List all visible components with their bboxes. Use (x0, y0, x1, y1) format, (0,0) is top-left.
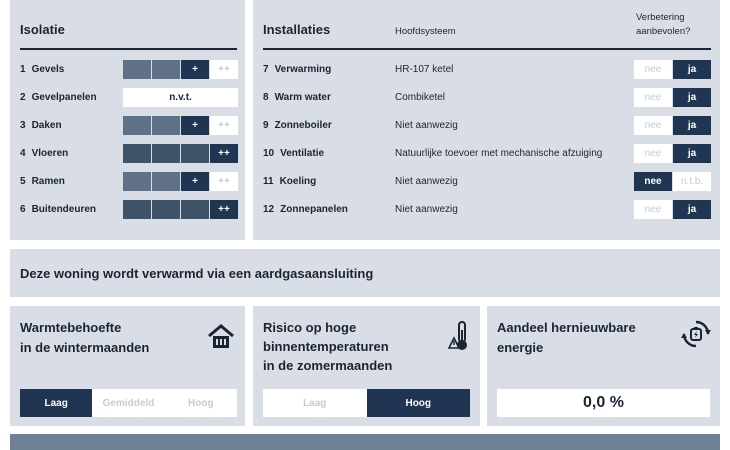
isolatie-row-label (20, 64, 64, 75)
installaties-rule (263, 48, 711, 50)
installaties-title: Installaties (263, 22, 331, 37)
installatie-row-text: Warm water (274, 92, 331, 103)
isolatie-score-segment (152, 144, 180, 163)
isolatie-score-segment (123, 172, 151, 191)
warmte-title-line1: Warmtebehoefte (20, 320, 122, 335)
hoofdsysteem-header: Hoofdsysteem (395, 26, 456, 37)
installatie-system: Niet aanwezig (395, 120, 458, 131)
isolatie-row-label (20, 92, 97, 103)
improvement-option-ja: ja (673, 60, 711, 79)
isolatie-row-number: 5 (20, 176, 26, 187)
installatie-row-number: 11 (263, 176, 274, 187)
installatie-row-label (263, 92, 331, 103)
installatie-row-text: Zonneboiler (274, 120, 332, 131)
installatie-system: Niet aanwezig (395, 176, 458, 187)
isolatie-score-segment: + (181, 172, 209, 191)
improvement-option-ja: ja (673, 200, 711, 219)
isolatie-row-label (20, 204, 96, 215)
isolatie-row-label (20, 176, 65, 187)
isolatie-score-segment (123, 200, 151, 219)
aandeel-title-line1: Aandeel hernieuwbare (497, 320, 636, 335)
installatie-row-label (263, 204, 348, 215)
isolatie-row-number: 1 (20, 64, 26, 75)
footer-bar (10, 434, 720, 450)
isolatie-score-segment: ++ (210, 200, 238, 219)
level-option-hoog: Hoog (165, 389, 237, 417)
isolatie-score-segment (123, 144, 151, 163)
isolatie-score-segment: ++ (210, 172, 238, 191)
house-icon (207, 323, 235, 356)
verbetering-header-line1: Verbetering (636, 12, 685, 23)
isolatie-row-label (20, 120, 62, 131)
isolatie-row-text: Buitendeuren (31, 204, 97, 215)
isolatie-score-segment: + (181, 60, 209, 79)
improvement-option-nee: nee (634, 88, 672, 107)
isolatie-row-text: Vloeren (31, 148, 69, 159)
isolatie-score-segment (152, 200, 180, 219)
installatie-system: Combiketel (395, 92, 446, 103)
level-option-laag: Laag (263, 389, 367, 417)
improvement-option-nee: nee (634, 144, 672, 163)
installatie-row-text: Verwarming (274, 64, 332, 75)
isolatie-score-segment: ++ (210, 144, 238, 163)
risico-title-line3: in de zomermaanden (263, 358, 393, 373)
installatie-system: HR-107 ketel (395, 64, 454, 75)
installatie-system: Niet aanwezig (395, 204, 458, 215)
installatie-row-text: Zonnepanelen (280, 204, 348, 215)
aandeel-value: 0,0 % (583, 394, 624, 411)
isolatie-score-segment (152, 60, 180, 79)
isolatie-score-segment (152, 172, 180, 191)
installatie-system: Natuurlijke toevoer met mechanische afzuiging (395, 148, 603, 159)
improvement-option-ja: ja (673, 116, 711, 135)
heating-note-text: Deze woning wordt verwarmd via een aardgasaansluiting (20, 266, 374, 281)
installatie-row-number: 12 (263, 204, 275, 215)
installatie-row-number: 7 (263, 64, 269, 75)
improvement-option-nee: nee (634, 172, 672, 191)
installatie-row-label (263, 176, 316, 187)
risico-title-line2: binnentemperaturen (263, 339, 389, 354)
isolatie-row-text: Gevelpanelen (31, 92, 97, 103)
installatie-row-label (263, 64, 331, 75)
isolatie-score-segment (152, 116, 180, 135)
improvement-option-ja: n.t.b. (673, 172, 711, 191)
renewable-energy-icon (680, 318, 712, 355)
isolatie-score-segment (123, 60, 151, 79)
isolatie-row-text: Daken (31, 120, 62, 131)
isolatie-row-label (20, 148, 68, 159)
isolatie-row-number: 2 (20, 92, 26, 103)
isolatie-title: Isolatie (20, 22, 65, 37)
isolatie-na-cell: n.v.t. (123, 88, 238, 107)
level-option-gemiddeld: Gemiddeld (92, 389, 164, 417)
verbetering-header-line2: aanbevolen? (636, 26, 691, 37)
installatie-row-number: 9 (263, 120, 269, 131)
isolatie-row-text: Gevels (31, 64, 65, 75)
installatie-row-label (263, 120, 332, 131)
isolatie-rule (20, 48, 237, 50)
improvement-option-nee: nee (634, 200, 672, 219)
risico-title-line1: Risico op hoge (263, 320, 357, 335)
aandeel-value-box (497, 389, 710, 417)
isolatie-score-segment (181, 200, 209, 219)
isolatie-score-segment: + (181, 116, 209, 135)
improvement-option-ja: ja (673, 88, 711, 107)
thermometer-warning-icon (447, 320, 471, 357)
improvement-option-nee: nee (634, 60, 672, 79)
installatie-row-number: 10 (263, 148, 275, 159)
installatie-row-text: Koeling (279, 176, 317, 187)
installatie-row-number: 8 (263, 92, 269, 103)
isolatie-score-segment: ++ (210, 116, 238, 135)
isolatie-row-number: 6 (20, 204, 26, 215)
isolatie-score-segment (181, 144, 209, 163)
installatie-row-text: Ventilatie (280, 148, 325, 159)
warmte-title-line2: in de wintermaanden (20, 340, 150, 355)
isolatie-score-segment: ++ (210, 60, 238, 79)
isolatie-row-text: Ramen (31, 176, 65, 187)
aandeel-title-line2: energie (497, 340, 544, 355)
improvement-option-nee: nee (634, 116, 672, 135)
isolatie-row-number: 3 (20, 120, 26, 131)
improvement-option-ja: ja (673, 144, 711, 163)
isolatie-score-segment (123, 116, 151, 135)
level-option-laag: Laag (20, 389, 92, 417)
level-option-hoog: Hoog (367, 389, 471, 417)
installatie-row-label (263, 148, 324, 159)
isolatie-row-number: 4 (20, 148, 26, 159)
